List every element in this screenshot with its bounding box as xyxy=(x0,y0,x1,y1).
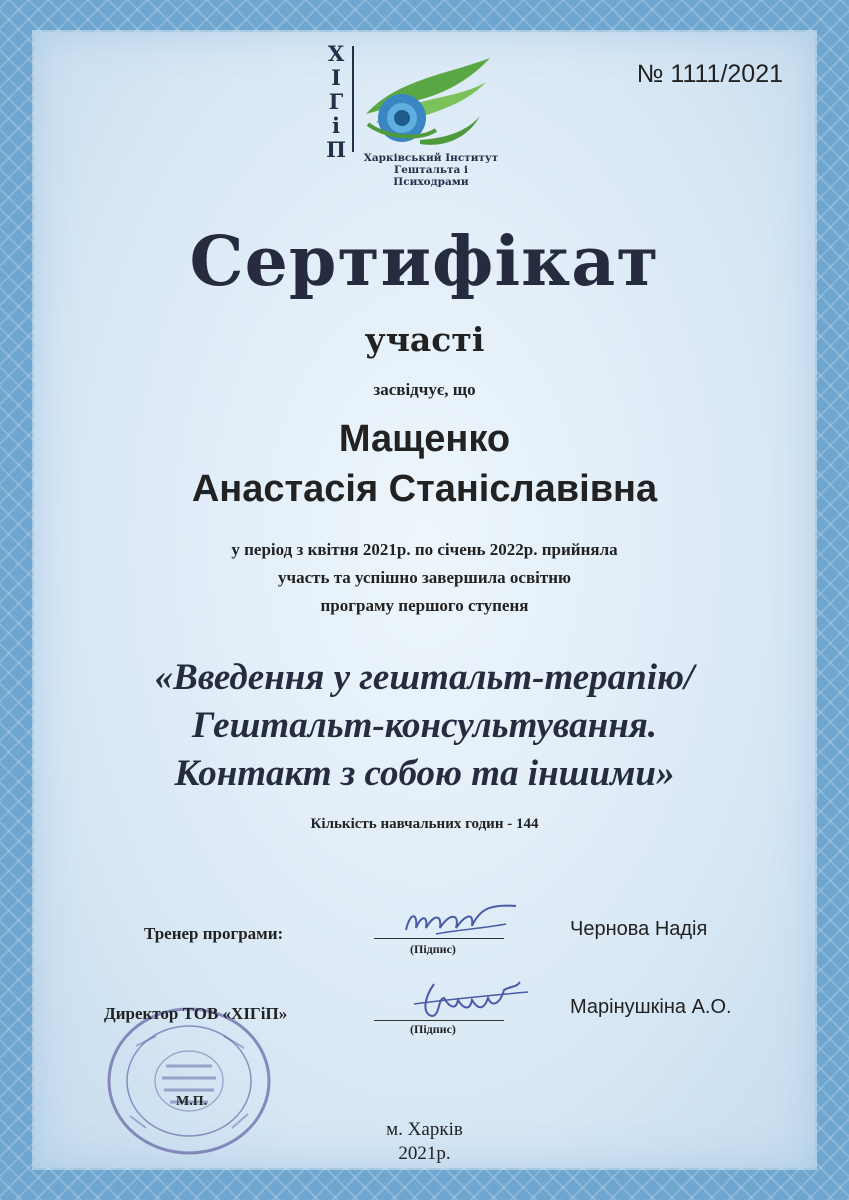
eye-logo-icon xyxy=(356,52,496,152)
stamp-label: М.П. xyxy=(176,1094,208,1109)
program-title xyxy=(0,654,849,798)
logo-caption-line: Харківський Інститут xyxy=(363,152,499,164)
period-line: програму першого ступеня xyxy=(320,596,529,615)
logo-letter: Х xyxy=(327,41,345,66)
trainer-name: Чернова Надія xyxy=(570,918,708,940)
logo-caption-line: Гештальта і Психодрами xyxy=(393,164,469,188)
year: 2021р. xyxy=(398,1143,451,1164)
period-line: у період з квітня 2021р. по січень 2022р. прийняла xyxy=(231,540,618,559)
trainer-role-label: Тренер програми: xyxy=(144,924,284,943)
logo-letter: П xyxy=(326,137,346,162)
logo-letter: і xyxy=(332,113,340,138)
period-line: участь та успішно завершила освітню xyxy=(277,568,571,587)
program-line: Гештальт-консультування. xyxy=(191,705,658,746)
logo-letter: Г xyxy=(328,89,344,114)
city: м. Харків xyxy=(386,1119,463,1140)
director-signature-line xyxy=(374,1020,504,1021)
certifies-text: засвідчує, що xyxy=(373,380,476,399)
logo-letters xyxy=(318,42,354,162)
certificate-subtitle: участі xyxy=(364,320,485,359)
program-line: Контакт з собою та іншими» xyxy=(174,753,675,794)
recipient-given-names: Анастасія Станіславівна xyxy=(191,468,658,510)
director-role-label: Директор ТОВ «ХІГіП» xyxy=(104,1004,288,1023)
period-text xyxy=(0,536,849,620)
director-name: Марінушкіна А.О. xyxy=(570,996,732,1018)
hours-text: Кількість навчальних годин - 144 xyxy=(310,816,539,832)
logo-caption xyxy=(356,152,506,188)
logo-letter: І xyxy=(331,65,341,90)
trainer-signature-icon xyxy=(396,900,522,942)
recipient-surname: Мащенко xyxy=(338,418,511,460)
certificate-title: Сертифікат xyxy=(189,222,660,302)
program-line: «Введення у гештальт-терапію/ xyxy=(154,657,695,698)
director-signature-caption: (Підпис) xyxy=(410,1022,456,1036)
director-signature-icon xyxy=(404,974,534,1022)
trainer-signature-line xyxy=(374,938,504,939)
logo-divider xyxy=(352,46,354,152)
issue-place-date xyxy=(0,1118,849,1166)
trainer-signature-caption: (Підпис) xyxy=(410,942,456,956)
certificate-number: № 1111/2021 xyxy=(636,60,783,88)
